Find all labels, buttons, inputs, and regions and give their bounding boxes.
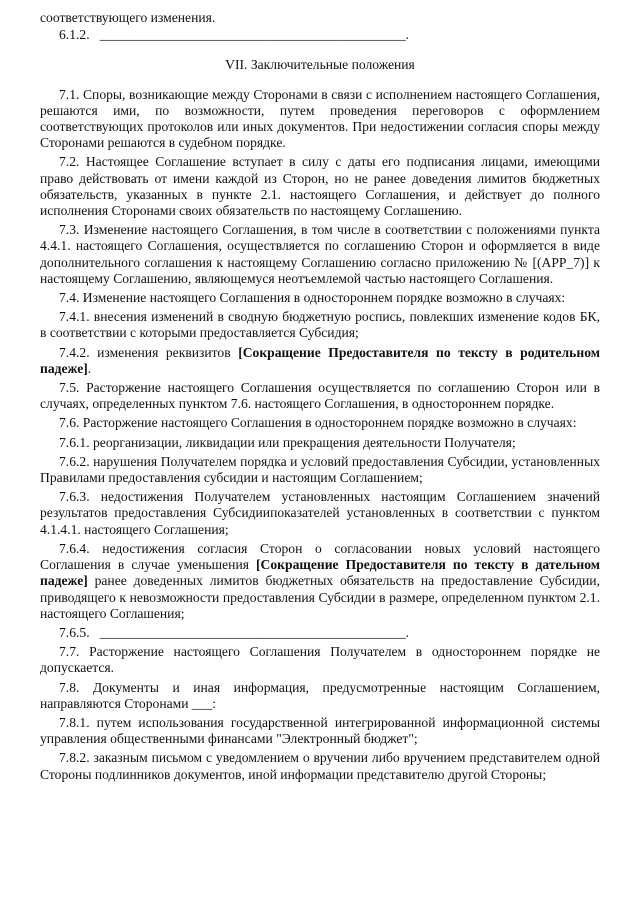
clause-7-7: 7.7. Расторжение настоящего Соглашения Получателем в одностороннем порядке не допускается. [40,644,600,676]
continuation-text: соответствующего изменения. [40,10,216,25]
clause-7-6: 7.6. Расторжение настоящего Соглашения в одностороннем порядке возможно в случаях: [59,415,577,431]
clause-7-6-1: 7.6.1. реорганизации, ликвидации или прекращения деятельности Получателя; [59,434,516,450]
clause-7-4-1: 7.4.1. внесения изменений в сводную бюджетную роспись, повлекших изменение кодов БК, в соответствии с которыми предоставляется Субсидия; [40,309,600,341]
fill-in-blank: _____________________________________________ [99,624,406,640]
clause-7-5: 7.5. Расторжение настоящего Соглашения осуществляется по соглашению Сторон или в случаях, определенных пунктом 7.6. настоящего Соглашения, в одностороннем порядке. [40,380,600,412]
clause-6-1-2 [40,27,600,43]
clause-7-4-2 [40,345,600,377]
clause-7-6-3: 7.6.3. недостижения Получателем установленных настоящим Соглашением значений результатов предоставления Субсидиипоказателей установленных в соответствии с пунктом 4.1.4.1. настоящего Соглашения; [40,489,600,537]
clause-7-8-2: 7.8.2. заказным письмом с уведомлением о вручении либо вручением представителем одной Стороны подлинников документов, иной информации представителю другой Стороны; [40,750,600,782]
clause-7-6-4 [40,541,600,622]
clause-7-6-2: 7.6.2. нарушения Получателем порядка и условий предоставления Субсидии, установленных Правилами предоставления субсидии и настоящим Соглашением; [40,453,600,486]
clause-7-1: 7.1. Споры, возникающие между Сторонами в связи с исполнением настоящего Соглашения, решаются ими, по возможности, путем проведения переговоров с оформлением соответствующих протоколов или иных документов. При недостижении согласия споры между Сторонами решаются в судебном порядке. [40,86,600,151]
clause-7-6-5 [40,625,600,641]
clause-end: . [405,624,410,640]
clause-end: . [87,360,92,376]
clause-7-8-1: 7.8.1. путем использования государственной интегрированной информационной системы управления общественными финансами "Электронный бюджет"; [40,714,600,747]
fill-in-blank: _____________________________________________ [99,27,406,43]
clause-7-2: 7.2. Настоящее Соглашение вступает в силу с даты его подписания лицами, имеющими право действовать от имени каждой из Сторон, но не ранее доведения лимитов бюджетных обязательств, указанных в пункте 2.1. настоящего Соглашения, и действует до полного исполнения Сторонами своих обязательств по настоящему Соглашению. [40,154,600,219]
placeholder-bold: [Сокращение Предоставителя по тексту в родительном падеже] [40,344,600,376]
clause-text: ранее доведенных лимитов бюджетных обязательств на предоставление Субсидии, приводящего к невозможности предоставления Субсидии в размере, определенном пунктом 2.1. настоящего Соглашения; [40,573,600,621]
placeholder-bold: [Сокращение Предоставителя по тексту в дательном падеже] [40,557,600,589]
section-title: VII. Заключительные положения [225,57,415,73]
clause-text: 7.6.4. недостижения согласия Сторон о согласовании новых условий настоящего Соглашения в случае уменьшения [40,540,600,573]
clause-text: 7.4.2. изменения реквизитов [59,344,239,360]
clause-7-8: 7.8. Документы и иная информация, предусмотренные настоящим Соглашением, направляются Сторонами ___: [40,679,600,711]
clause-number: 7.6.5. [59,624,90,640]
clause-end: . [405,27,410,43]
clause-number: 6.1.2. [59,27,90,43]
clause-7-4: 7.4. Изменение настоящего Соглашения в одностороннем порядке возможно в случаях: [59,290,566,306]
clause-7-3: 7.3. Изменение настоящего Соглашения, в том числе в соответствии с положениями пункта 4.4.1. настоящего Соглашения, осуществляется по соглашению Сторон и оформляется в виде дополнительного соглашения к настоящему Соглашению согласно приложению № [(APP_7)] к настоящему Соглашению, являющемуся неотъемлемой частью настоящего Соглашения. [40,222,600,286]
